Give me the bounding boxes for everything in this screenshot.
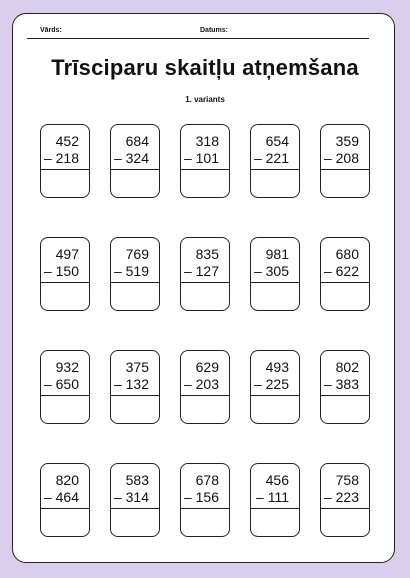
minuend: 835 <box>195 246 219 262</box>
subtrahend: – 314 <box>113 489 149 505</box>
subtrahend: – 650 <box>43 376 79 392</box>
minuend: 456 <box>265 472 289 488</box>
answer-line <box>250 169 300 170</box>
minuend: 375 <box>125 359 149 375</box>
minuend: 359 <box>335 133 359 149</box>
header-underline <box>27 38 369 39</box>
answer-line <box>250 508 300 509</box>
answer-line <box>320 169 370 170</box>
subtraction-card <box>40 237 90 311</box>
subtraction-card <box>250 124 300 198</box>
answer-line <box>40 508 90 509</box>
subtrahend: – 464 <box>43 489 79 505</box>
subtrahend: – 223 <box>323 489 359 505</box>
subtraction-card <box>320 350 370 424</box>
subtraction-card <box>40 350 90 424</box>
minuend: 583 <box>125 472 149 488</box>
subtrahend: – 218 <box>43 150 79 166</box>
subtraction-card <box>180 350 230 424</box>
subtrahend: – 111 <box>256 489 289 505</box>
answer-line <box>110 508 160 509</box>
minuend: 820 <box>55 472 79 488</box>
minuend: 678 <box>195 472 219 488</box>
minuend: 318 <box>195 133 219 149</box>
minuend: 802 <box>335 359 359 375</box>
answer-line <box>40 169 90 170</box>
name-label: Vārds: <box>40 27 62 34</box>
answer-line <box>180 169 230 170</box>
subtraction-card <box>110 124 160 198</box>
answer-line <box>180 395 230 396</box>
subtrahend: – 150 <box>43 263 79 279</box>
subtraction-card <box>320 463 370 537</box>
answer-line <box>180 282 230 283</box>
minuend: 684 <box>125 133 149 149</box>
minuend: 629 <box>195 359 219 375</box>
minuend: 452 <box>55 133 79 149</box>
subtraction-card <box>40 124 90 198</box>
answer-line <box>250 282 300 283</box>
answer-line <box>320 282 370 283</box>
subtraction-card <box>110 350 160 424</box>
subtrahend: – 156 <box>183 489 219 505</box>
minuend: 981 <box>265 246 289 262</box>
minuend: 680 <box>335 246 359 262</box>
subtraction-card <box>250 350 300 424</box>
subtrahend: – 305 <box>253 263 289 279</box>
minuend: 932 <box>55 359 79 375</box>
answer-line <box>110 282 160 283</box>
subtrahend: – 203 <box>183 376 219 392</box>
subtraction-card <box>180 463 230 537</box>
answer-line <box>250 395 300 396</box>
subtrahend: – 221 <box>253 150 289 166</box>
subtraction-card <box>250 463 300 537</box>
subtraction-card <box>110 463 160 537</box>
subtraction-card <box>180 124 230 198</box>
subtrahend: – 622 <box>323 263 359 279</box>
subtrahend: – 101 <box>183 150 219 166</box>
minuend: 654 <box>265 133 289 149</box>
subtraction-card <box>320 124 370 198</box>
answer-line <box>320 395 370 396</box>
subtrahend: – 132 <box>113 376 149 392</box>
answer-line <box>40 395 90 396</box>
subtraction-card <box>320 237 370 311</box>
subtraction-card <box>250 237 300 311</box>
subtrahend: – 519 <box>113 263 149 279</box>
subtrahend: – 324 <box>113 150 149 166</box>
variant-label: 1. variants <box>185 95 225 104</box>
answer-line <box>110 169 160 170</box>
subtraction-card <box>110 237 160 311</box>
answer-line <box>110 395 160 396</box>
page-title: Trīsciparu skaitļu atņemšana <box>51 55 359 80</box>
answer-line <box>180 508 230 509</box>
minuend: 758 <box>335 472 359 488</box>
minuend: 493 <box>265 359 289 375</box>
subtrahend: – 383 <box>323 376 359 392</box>
date-label: Datums: <box>200 27 229 34</box>
subtrahend: – 127 <box>183 263 219 279</box>
answer-line <box>320 508 370 509</box>
subtraction-card <box>180 237 230 311</box>
answer-line <box>40 282 90 283</box>
minuend: 769 <box>125 246 149 262</box>
subtrahend: – 225 <box>253 376 289 392</box>
subtraction-card <box>40 463 90 537</box>
minuend: 497 <box>55 246 79 262</box>
subtrahend: – 208 <box>323 150 359 166</box>
